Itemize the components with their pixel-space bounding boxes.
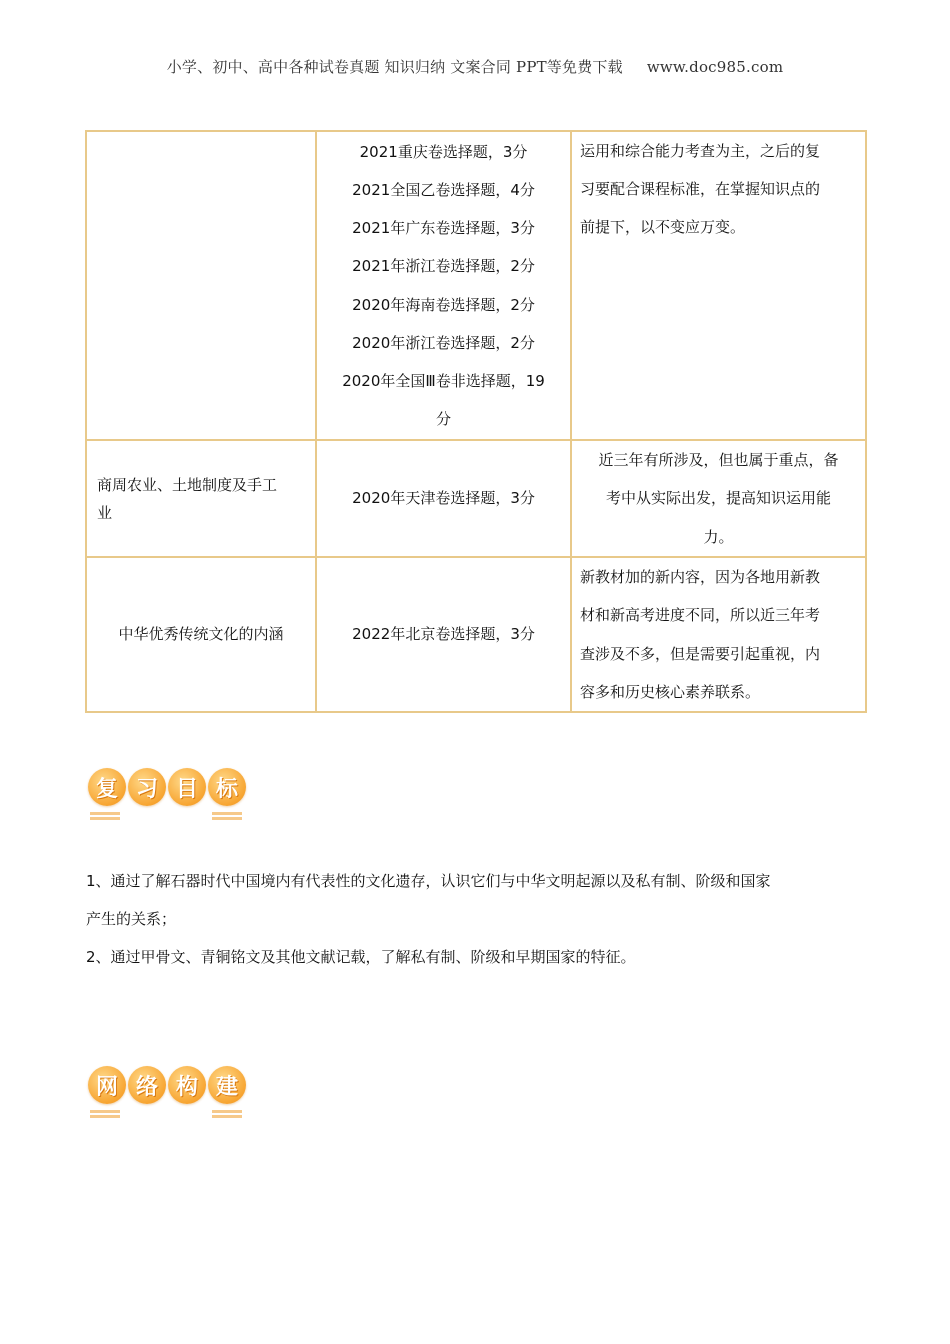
exam-table: [85, 130, 867, 713]
badge-decoration: [212, 1115, 242, 1118]
exam-item: 2020年海南卷选择题，2分: [352, 295, 535, 314]
page-header: [0, 56, 950, 77]
topic-line: 业: [97, 503, 113, 522]
exam-item: 2021全国乙卷选择题，4分: [352, 180, 535, 199]
topic-cell: [86, 440, 316, 557]
analysis-cell: [571, 131, 866, 440]
objective-line: 产生的关系；: [86, 910, 177, 928]
badge-char: 建: [208, 1066, 246, 1104]
analysis-line: 力。: [703, 527, 734, 546]
analysis-line: 容多和历史核心素养联系。: [580, 682, 761, 701]
analysis-line: 新教材加的新内容，因为各地用新教: [580, 568, 821, 587]
badge-decoration: [90, 1110, 120, 1113]
badge-char: 络: [128, 1066, 166, 1104]
badge-decoration: [90, 812, 120, 815]
network-construction-badge: [88, 1066, 246, 1118]
objective-line: 2、通过甲骨文、青铜铭文及其他文献记载，了解私有制、阶级和早期国家的特征。: [86, 948, 636, 966]
objective-line: 1、通过了解石器时代中国境内有代表性的文化遗存，认识它们与中华文明起源以及私有制、阶级和国家: [86, 872, 771, 890]
table-row: [86, 557, 866, 712]
exam-item: 分: [435, 410, 451, 429]
exams-cell: [316, 557, 571, 712]
exam-item: 2021年浙江卷选择题，2分: [352, 257, 535, 276]
analysis-line: 习要配合课程标准，在掌握知识点的: [580, 180, 821, 199]
badge-char: 标: [208, 768, 246, 806]
badge-decoration: [90, 817, 120, 820]
exam-item: 2021年广东卷选择题，3分: [352, 219, 535, 238]
badge-decoration: [212, 1110, 242, 1113]
topic-cell: [86, 557, 316, 712]
table-row: [86, 131, 866, 440]
topic-line: 商周农业、土地制度及手工: [97, 475, 278, 494]
review-objectives: [86, 862, 866, 976]
topic-cell: [86, 131, 316, 440]
badge-char: 网: [88, 1066, 126, 1104]
badge-char: 构: [168, 1066, 206, 1104]
topic-line: 中华优秀传统文化的内涵: [118, 625, 284, 644]
analysis-line: 近三年有所涉及，但也属于重点，备: [598, 451, 839, 470]
exam-item: 2020年天津卷选择题，3分: [352, 489, 535, 508]
header-url[interactable]: www.doc985.com: [646, 58, 784, 76]
review-goals-badge: [88, 768, 246, 820]
analysis-line: 运用和综合能力考查为主，之后的复: [580, 142, 821, 160]
badge-char: 习: [128, 768, 166, 806]
exam-item: 2020年浙江卷选择题，2分: [352, 333, 535, 352]
exam-item: 2021重庆卷选择题，3分: [359, 142, 528, 161]
badge-char: 复: [88, 768, 126, 806]
exam-item: 2022年北京卷选择题，3分: [352, 625, 535, 644]
exams-cell: [316, 440, 571, 557]
table-row: [86, 440, 866, 557]
badge-decoration: [212, 812, 242, 815]
badge-char: 目: [168, 768, 206, 806]
analysis-line: 前提下，以不变应万变。: [580, 218, 746, 237]
analysis-line: 材和新高考进度不同，所以近三年考: [580, 606, 821, 625]
exam-item: 2020年全国Ⅲ卷非选择题，19: [342, 371, 545, 390]
badge-decoration: [212, 817, 242, 820]
header-text: 小学、初中、高中各种试卷真题 知识归纳 文案合同 PPT等免费下载: [166, 58, 623, 76]
analysis-cell: [571, 440, 866, 557]
exams-cell: [316, 131, 571, 440]
analysis-line: 查涉及不多，但是需要引起重视，内: [580, 644, 821, 663]
badge-decoration: [90, 1115, 120, 1118]
analysis-cell: [571, 557, 866, 712]
analysis-line: 考中从实际出发，提高知识运用能: [605, 489, 831, 508]
